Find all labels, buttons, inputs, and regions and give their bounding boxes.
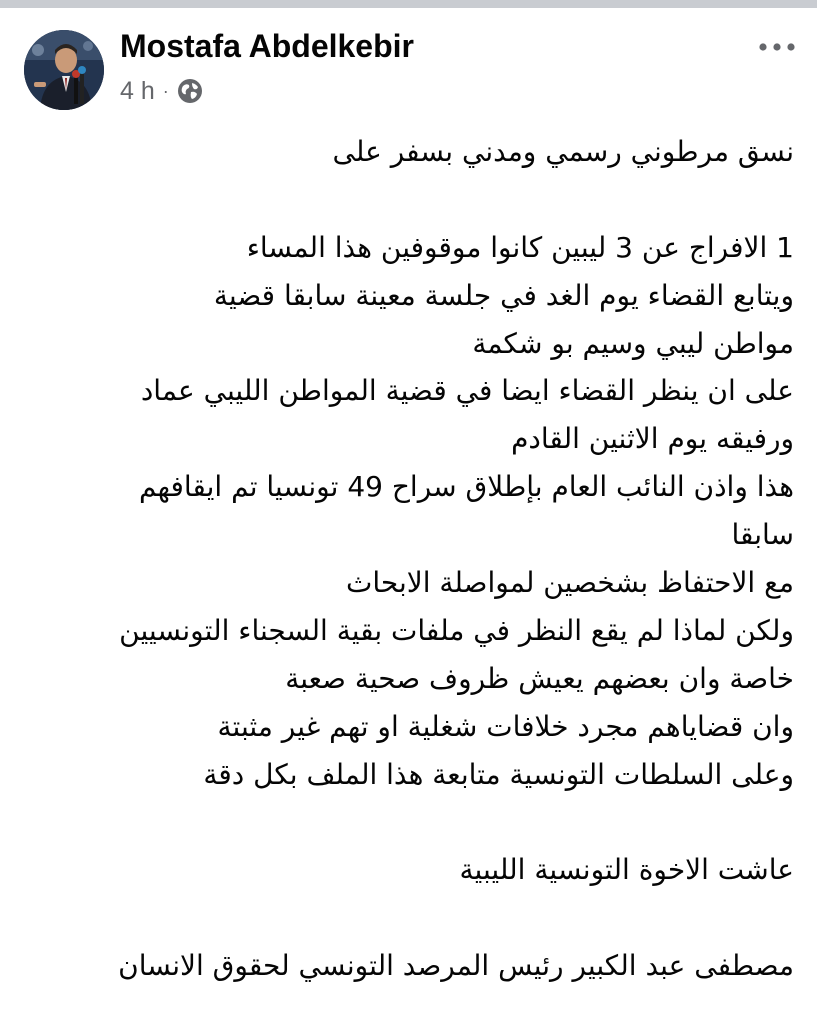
post-line: عاشت الاخوة التونسية الليبية — [459, 853, 794, 887]
post-line: على ان ينظر القضاء ايضا في قضية المواطن الليبي عماد — [140, 374, 794, 408]
author-name[interactable]: Mostafa Abdelkebir — [120, 28, 414, 64]
post-line-blank — [28, 798, 794, 846]
top-divider-strip — [0, 0, 817, 8]
more-options-button[interactable] — [752, 30, 802, 64]
post-line: ويتابع القضاء يوم الغد في جلسة معينة سابقا قضية — [213, 278, 794, 312]
meta-separator: · — [162, 80, 169, 101]
post-line: ولكن لماذا لم يقع النظر في ملفات بقية السجناء التونسيين — [119, 613, 794, 647]
post-timestamp[interactable]: 4 h — [120, 76, 155, 105]
post-line: هذا واذن النائب العام بإطلاق سراح 49 تونسيا تم ايقافهم — [138, 470, 794, 504]
avatar[interactable] — [24, 30, 104, 110]
post-line: وان قضاياهم مجرد خلافات شغلية او تهم غير مثبتة — [217, 709, 794, 743]
post-meta — [120, 74, 203, 108]
post-line: نسق مرطوني رسمي ومدني بسفر على — [332, 135, 794, 168]
post-line: ورفيقه يوم الاثنين القادم — [511, 422, 794, 456]
post-line-blank — [28, 176, 794, 224]
avatar-photo — [24, 30, 104, 110]
more-options-icon — [757, 42, 797, 52]
post-line: خاصة وان بعضهم يعيش ظروف صحية صعبة — [285, 661, 794, 695]
post-line: 1 الافراج عن 3 ليبين كانوا موقوفين هذا المساء — [246, 230, 794, 264]
post-line: مواطن ليبي وسيم بو شكمة — [472, 326, 794, 360]
post-line-blank — [28, 894, 794, 942]
post-line: مع الاحتفاظ بشخصين لمواصلة الابحاث — [345, 566, 794, 600]
globe-icon[interactable] — [177, 78, 203, 104]
post-line: وعلى السلطات التونسية متابعة هذا الملف بكل دقة — [203, 757, 794, 791]
post-signature: مصطفى عبد الكبير رئيس المرصد التونسي لحقوق الانسان — [118, 949, 794, 983]
post-line: سابقا — [731, 518, 794, 552]
post-text — [28, 128, 794, 990]
